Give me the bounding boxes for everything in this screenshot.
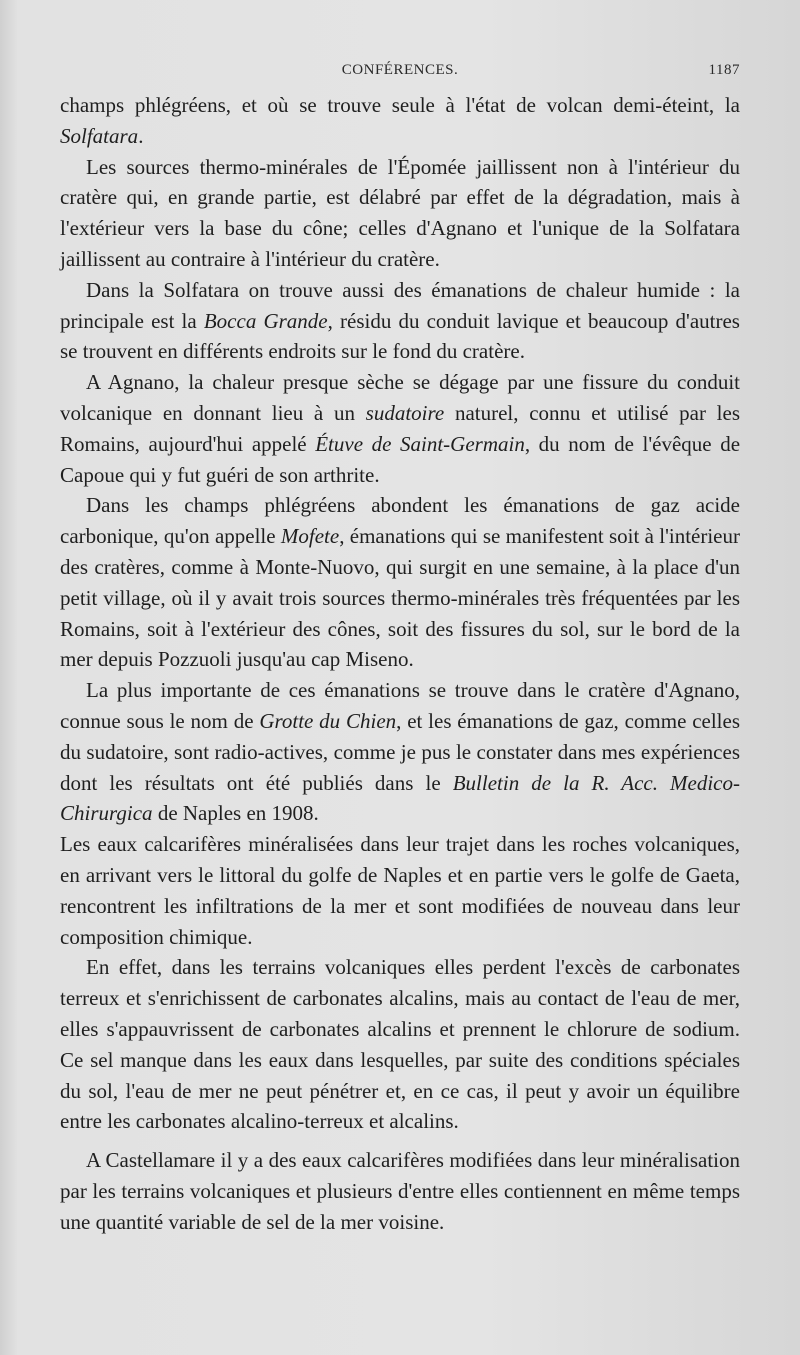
running-title: CONFÉRENCES.	[341, 62, 459, 78]
text-run: Les eaux calcarifères minéralisées dans leur trajet dans les roches volcaniques, en arrivant vers le littoral du golfe de Naples et en partie vers le golfe de Gaeta, rencontrent les infiltrations de la mer et sont modifiées de nouveau dans leur composition chimique.	[60, 832, 740, 949]
italic-term: Mofete	[280, 524, 340, 549]
page-number: 1187	[708, 62, 740, 78]
text-run: Les sources thermo-minérales de l'Épomée jaillissent non à l'intérieur du cratère qui, en grande partie, est délabré par effet de la dégradation, mais à l'extérieur vers la base du cône; celles d'Agnano et l'unique de la Solfatara jaillissent au contraire à l'intérieur du cratère.	[60, 154, 740, 271]
paragraph	[60, 952, 740, 1137]
text-run: En effet, dans les terrains volcaniques elles perdent l'excès de carbonates terreux et s'enrichissent de carbonates alcalins, mais au contact de l'eau de mer, elles s'appauvrissent de carbonates alcalins et prennent le chlorure de sodium. Ce sel manque dans les eaux dans lesquelles, par suite des conditions spéciales du sol, l'eau de mer ne peut pénétrer et, en ce cas, il peut y avoir un équilibre entre les carbonates alcalino-terreux et alcalins.	[60, 955, 740, 1134]
paragraph	[60, 675, 740, 829]
paragraph	[60, 90, 740, 152]
italic-term: Bulletin de la R. Acc. Medico-Chirurgica	[60, 770, 740, 826]
paragraph	[60, 1145, 740, 1237]
text-run: Dans les champs phlégréens abondent les émanations de gaz acide carbonique, qu'on appelle	[60, 493, 740, 549]
text-run: A Castellamare il y a des eaux calcarifères modifiées dans leur minéralisation par les terrains volcaniques et plusieurs d'entre elles contiennent en même temps une quantité variable de sel de la mer voisine.	[60, 1148, 740, 1234]
text-run: naturel, connu et utilisé par les Romains, aujourd'hui appelé	[60, 400, 740, 456]
paragraph	[60, 152, 740, 275]
text-run: , du nom de l'évêque de Capoue qui y fut guéri de son arthrite.	[60, 431, 741, 487]
text-run: Dans la Solfatara on trouve aussi des émanations de chaleur humide : la principale est la	[60, 277, 740, 333]
italic-term: Grotte du Chien	[259, 708, 397, 733]
text-run: , émanations qui se manifestent soit à l'intérieur des cratères, comme à Monte-Nuovo, qui surgit en une semaine, à la place d'un petit village, où il y avait trois sources thermo-minérales très fréquentées par les Romains, soit à l'extérieur des cônes, soit des fissures du sol, sur le bord de la mer depuis Pozzuoli jusqu'au cap Miseno.	[60, 524, 740, 672]
running-header	[60, 62, 740, 86]
text-run: , résidu du conduit lavique et beaucoup d'autres se trouvent en différents endroits sur le fond du cratère.	[60, 308, 740, 364]
text-run: de Naples en 1908.	[152, 801, 319, 826]
text-run: .	[138, 123, 144, 148]
body-text	[60, 90, 740, 1237]
text-run: champs phlégréens, et où se trouve seule à l'état de volcan demi-éteint, la	[60, 93, 740, 117]
paragraph	[60, 829, 740, 952]
text-run: A Agnano, la chaleur presque sèche se dégage par une fissure du conduit volcanique en donnant lieu à un	[60, 370, 740, 425]
italic-term: Solfatara	[60, 123, 139, 148]
italic-term: Étuve de Saint-Germain	[315, 431, 525, 456]
italic-term: sudatoire	[365, 400, 445, 425]
text-run: , et les émanations de gaz, comme celles du sudatoire, sont radio-actives, comme je pus le constater dans mes expériences dont les résultats ont été publiés dans le	[60, 708, 740, 795]
paragraph	[60, 490, 740, 675]
paragraph	[60, 275, 740, 367]
paragraph	[60, 367, 740, 490]
italic-term: Bocca Grande	[203, 308, 328, 333]
text-run: La plus importante de ces émanations se trouve dans le cratère d'Agnano, connue sous le nom de	[60, 678, 740, 733]
